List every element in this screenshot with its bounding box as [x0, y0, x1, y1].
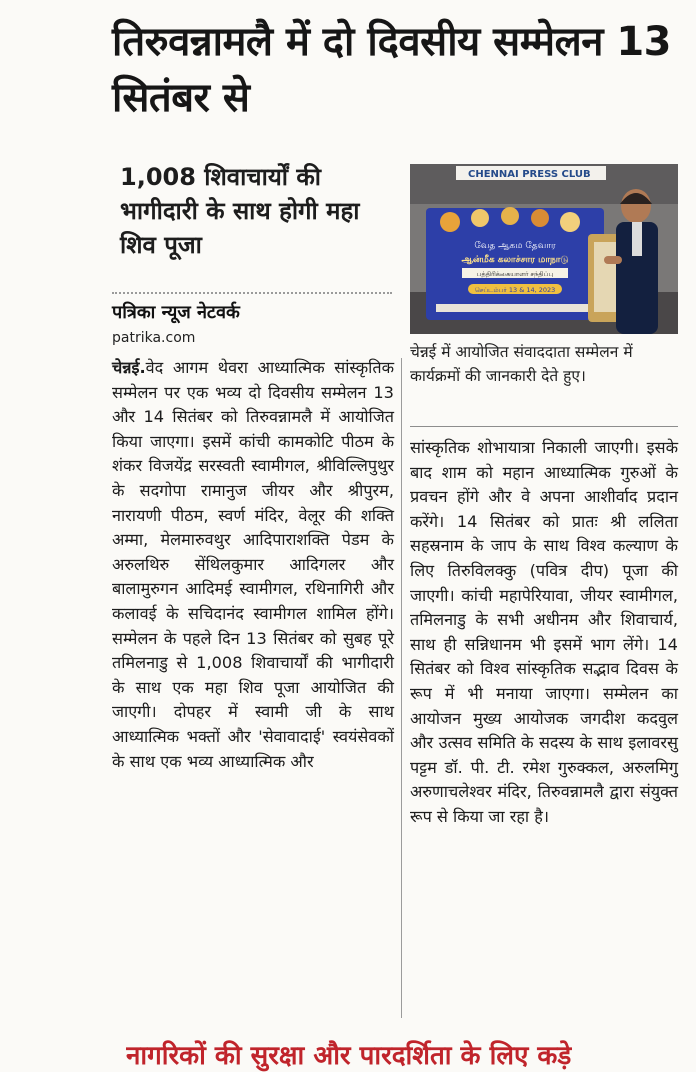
next-article-headline: नागरिकों की सुरक्षा और पारदर्शिता के लिए कड़े — [126, 1041, 572, 1071]
photo-banner-line2: ஆன்மீக கலாச்சார மாநாடு — [461, 255, 569, 265]
dateline: चेन्नई. — [112, 358, 146, 377]
left-column-text: वेद आगम थेवरा आध्यात्मिक सांस्कृतिक सम्मेलन पर एक भव्य दो दिवसीय सम्मेलन 13 और 14 सितंबर को तिरुवन्नामलै में आयोजित किया जाएगा। इसमें कांची कामकोटि पीठम के शंकर विजयेंद्र सरस्वती स्वामीगल, श्रीविल्लिपुथुर के सदगोपा रामानुज जीयर और श्रीपुरम, नारायणी पीठम, स्वर्ण मंदिर, वेलूर की शक्ति अम्मा, मेलमारुवथुर आदिपाराशक्ति पेडम के अरुलथिरु सेंथिलकुमार आदिगलर और बालामुरुगन आदिमई स्वामीगल, रथिनागिरी और कलावई के सचिदानंद स्वामीगल शामिल होंगे। सम्मेलन के पहले दिन 13 सितंबर को सुबह पूरे तमिलनाडु से 1,008 शिवाचार्यों की भागीदारी के साथ एक महा शिव पूजा आयोजित की जाएगी। दोपहर में स्वामी जी के साथ आध्यात्मिक भक्तों और 'सेवावादाई' स्वयंसेवकों के साथ एक भव्य आध्यात्मिक और — [112, 358, 394, 771]
column-divider — [401, 358, 402, 1018]
photo-banner-line3: பத்திரிக்கையாளர் சந்திப்பு — [476, 270, 554, 278]
photo-caption: चेन्नई में आयोजित संवाददाता सम्मेलन में कार्यक्रमों की जानकारी देते हुए। — [410, 343, 633, 385]
byline: पत्रिका न्यूज नेटवर्क — [112, 302, 240, 323]
article-left-column — [112, 356, 394, 774]
photo-banner-line1: வேத ஆகம தேவார — [474, 241, 556, 251]
press-conference-photo — [410, 164, 678, 334]
photo-banner-top: CHENNAI PRESS CLUB — [468, 169, 591, 180]
website-link[interactable]: patrika.com — [112, 330, 196, 346]
article-right-column: सांस्कृतिक शोभायात्रा निकाली जाएगी। इसके बाद शाम को महान आध्यात्मिक गुरुओं के प्रवचन होंगे और वे अपना आशीर्वाद प्रदान करेंगे। 14 सितंबर को प्रातः श्री ललिता सहस्रनाम के जाप के साथ विश्व कल्याण के लिए तिरुविलक्कु (पवित्र दीप) पूजा की जाएगी। कांची महापेरियावा, जीयर स्वामीगल, तमिलनाडु के सभी अधीनम और शिवाचार्य, साथ ही सन्निधानम भी इसमें भाग लेंगे। 14 सितंबर को विश्व सांस्कृतिक सद्भाव दिवस के रूप में भी मनाया जाएगा। सम्मेलन का आयोजन मुख्य आयोजक जगदीश कदवुल और उत्सव समिति के सदस्य के साथ इलावरसु पट्टम डॉ. पी. टी. रमेश गुरुक्कल, अरुलमिगु अरुणाचलेश्वर मंदिर, तिरुवन्नामलै द्वारा संयुक्त रूप से किया जा रहा है। — [410, 438, 678, 826]
subheadline-divider — [112, 292, 392, 294]
subheadline: 1,008 शिवाचार्यों की भागीदारी के साथ होगी महा शिव पूजा — [120, 163, 360, 259]
caption-divider — [410, 426, 678, 427]
headline: तिरुवन्नामलै में दो दिवसीय सम्मेलन 13 सितंबर से — [112, 19, 672, 121]
photo-illustration — [410, 164, 678, 334]
photo-banner-date: செப்டம்பர் 13 & 14, 2023 — [474, 286, 556, 294]
